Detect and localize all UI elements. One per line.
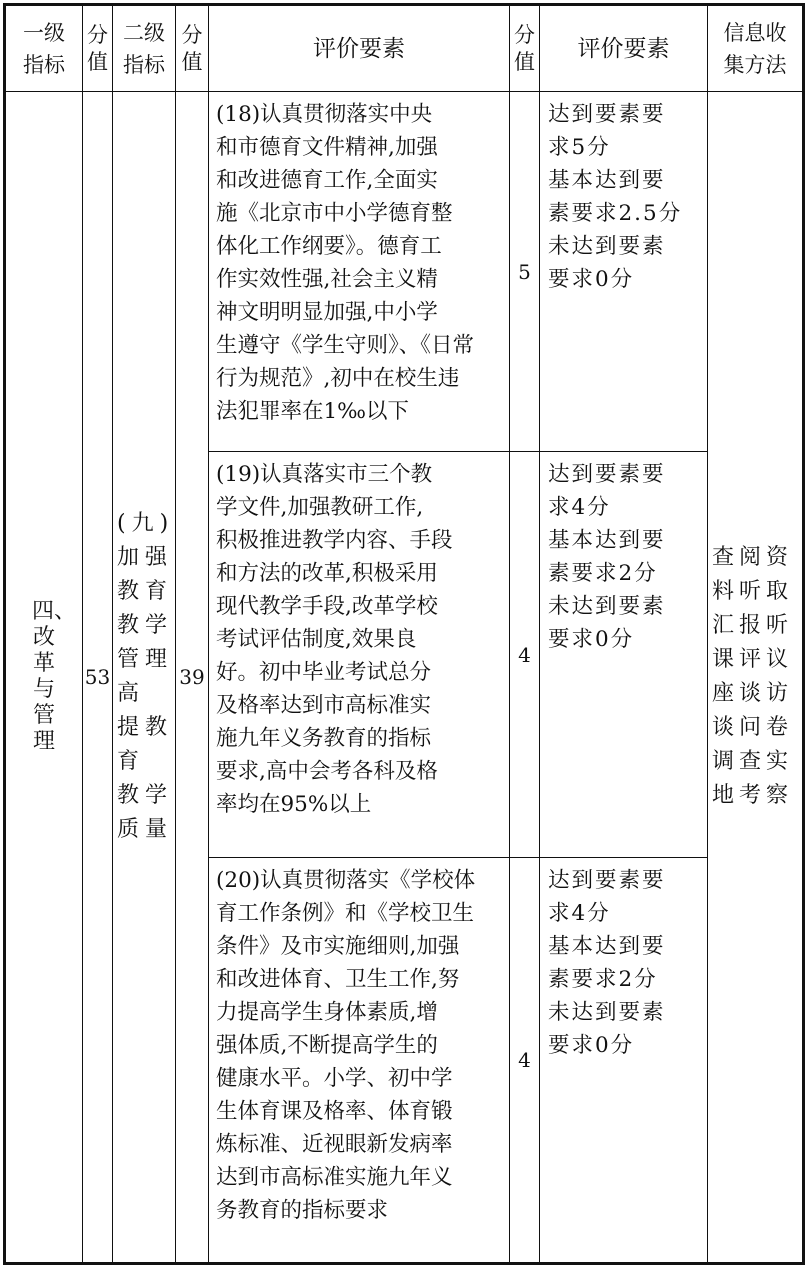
level1-indicator: 四、改革与管理	[32, 599, 77, 755]
criteria-item-20: (20)认真贯彻落实《学校体 育工作条例》和《学校卫生 条件》及市实施细则,加强 和改进体育、卫生工作,努 力提高学生身体素质,增 强体质,不断提高学生的 健康水平。小学、初中学 生体育课及格率、体育锻 炼标准、近视眼新发病率 达到市高标准实施九年义 务教育的指标要求	[209, 858, 510, 1264]
header-collection-method: 信息收 集方法	[708, 5, 804, 92]
collection-method: 查阅资 料听取 汇报听 课评议 座谈访 谈问卷 调查实 地考察	[708, 92, 804, 1264]
criteria-score-20: 4	[510, 858, 540, 1264]
criteria-item-19: (19)认真落实市三个教 学文件,加强教研工作, 积极推进教学内容、手段 和方法的改革,积极采用 现代教学手段,改革学校 考试评估制度,效果良 好。初中毕业考试总分 及格率达到市高标准实 施九年义务教育的指标 要求,高中会考各科及格 率均在95%以上	[209, 452, 510, 858]
criteria-score-19: 4	[510, 452, 540, 858]
level2-indicator: (九) 加强 教育 教学 管理高 提教育 教学 质量	[113, 92, 176, 1264]
header-level1-indicator: 一级 指标	[5, 5, 83, 92]
header-score1: 分 值	[83, 5, 113, 92]
header-row	[5, 5, 804, 92]
header-criteria-b: 评价要素	[540, 5, 708, 92]
scoring-rule-19: 达到要素要 求4分 基本达到要 素要求2分 未达到要素 要求0分	[540, 452, 708, 858]
scoring-rule-20: 达到要素要 求4分 基本达到要 素要求2分 未达到要素 要求0分	[540, 858, 708, 1264]
score2-value: 39	[176, 92, 209, 1264]
criteria-score-18: 5	[510, 92, 540, 452]
header-level2-indicator: 二级 指标	[113, 5, 176, 92]
scoring-rule-18: 达到要素要 求5分 基本达到要 素要求2.5分 未达到要素 要求0分	[540, 92, 708, 452]
evaluation-table	[3, 3, 805, 1265]
table-row	[5, 92, 804, 452]
score1-value: 53	[83, 92, 113, 1264]
header-criteria-a: 评价要素	[209, 5, 510, 92]
criteria-item-18: (18)认真贯彻落实中央 和市德育文件精神,加强 和改进德育工作,全面实 施《北京市中小学德育整 体化工作纲要》。德育工 作实效性强,社会主义精 神文明明显加强,中小学 生遵守《学生守则》、《日常 行为规范》,初中在校生违 法犯罪率在1‰以下	[209, 92, 510, 452]
level1-indicator-cell	[5, 92, 83, 1264]
header-score2: 分 值	[176, 5, 209, 92]
header-score3: 分 值	[510, 5, 540, 92]
